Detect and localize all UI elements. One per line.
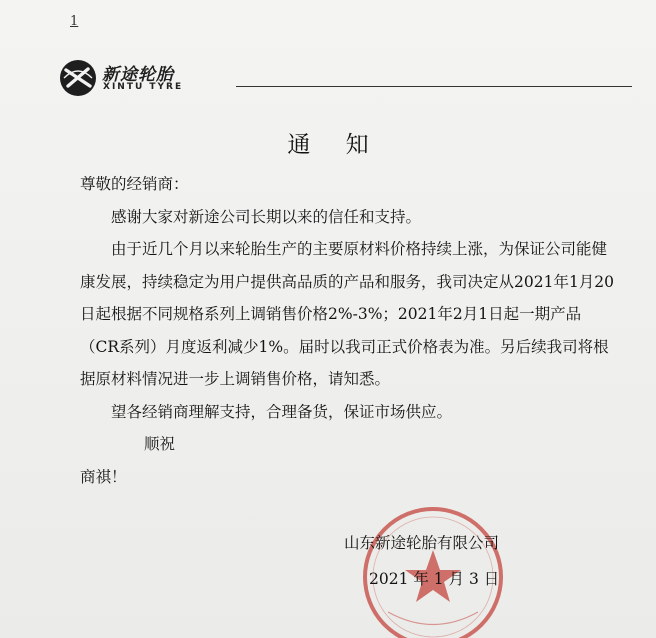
signature-company: 山东新途轮胎有限公司 [344,534,500,552]
xintu-logo-icon [58,58,98,98]
notice-title: 通 知 [287,132,383,158]
header-rule [236,86,632,87]
brand-name-cn: 新途轮胎 [102,65,174,85]
page-number: 1 [70,14,79,29]
paragraph-thanks: 感谢大家对新途公司长期以来的信任和支持。 [111,207,422,226]
paragraph-price-adjustment: 由于近几个月以来轮胎生产的主要原材料价格持续上涨，为保证公司能健康发展，持续稳定为用户提供高品质的产品和服务，我司决定从2021年1月20日起根据不同规格系列上调销售价格2%-3%；2021年2月1日起一期产品（CR系列）月度返利减少1%。届时以我司正式价格表为准。另后续我司将根据原材料情况进一步上调销售价格，请知悉。 [80,240,615,388]
signature-date: 2021 年 1 月 3 日 [369,570,500,588]
paragraph-request: 望各经销商理解支持，合理备货，保证市场供应。 [111,402,453,421]
brand-name-en: XINTU TYRE [103,82,184,92]
letterhead [58,58,598,98]
closing-regards: 商祺！ [80,467,127,486]
letter-body [80,168,620,493]
closing-wish: 顺祝 [144,435,176,453]
salutation: 尊敬的经销商： [80,175,189,193]
